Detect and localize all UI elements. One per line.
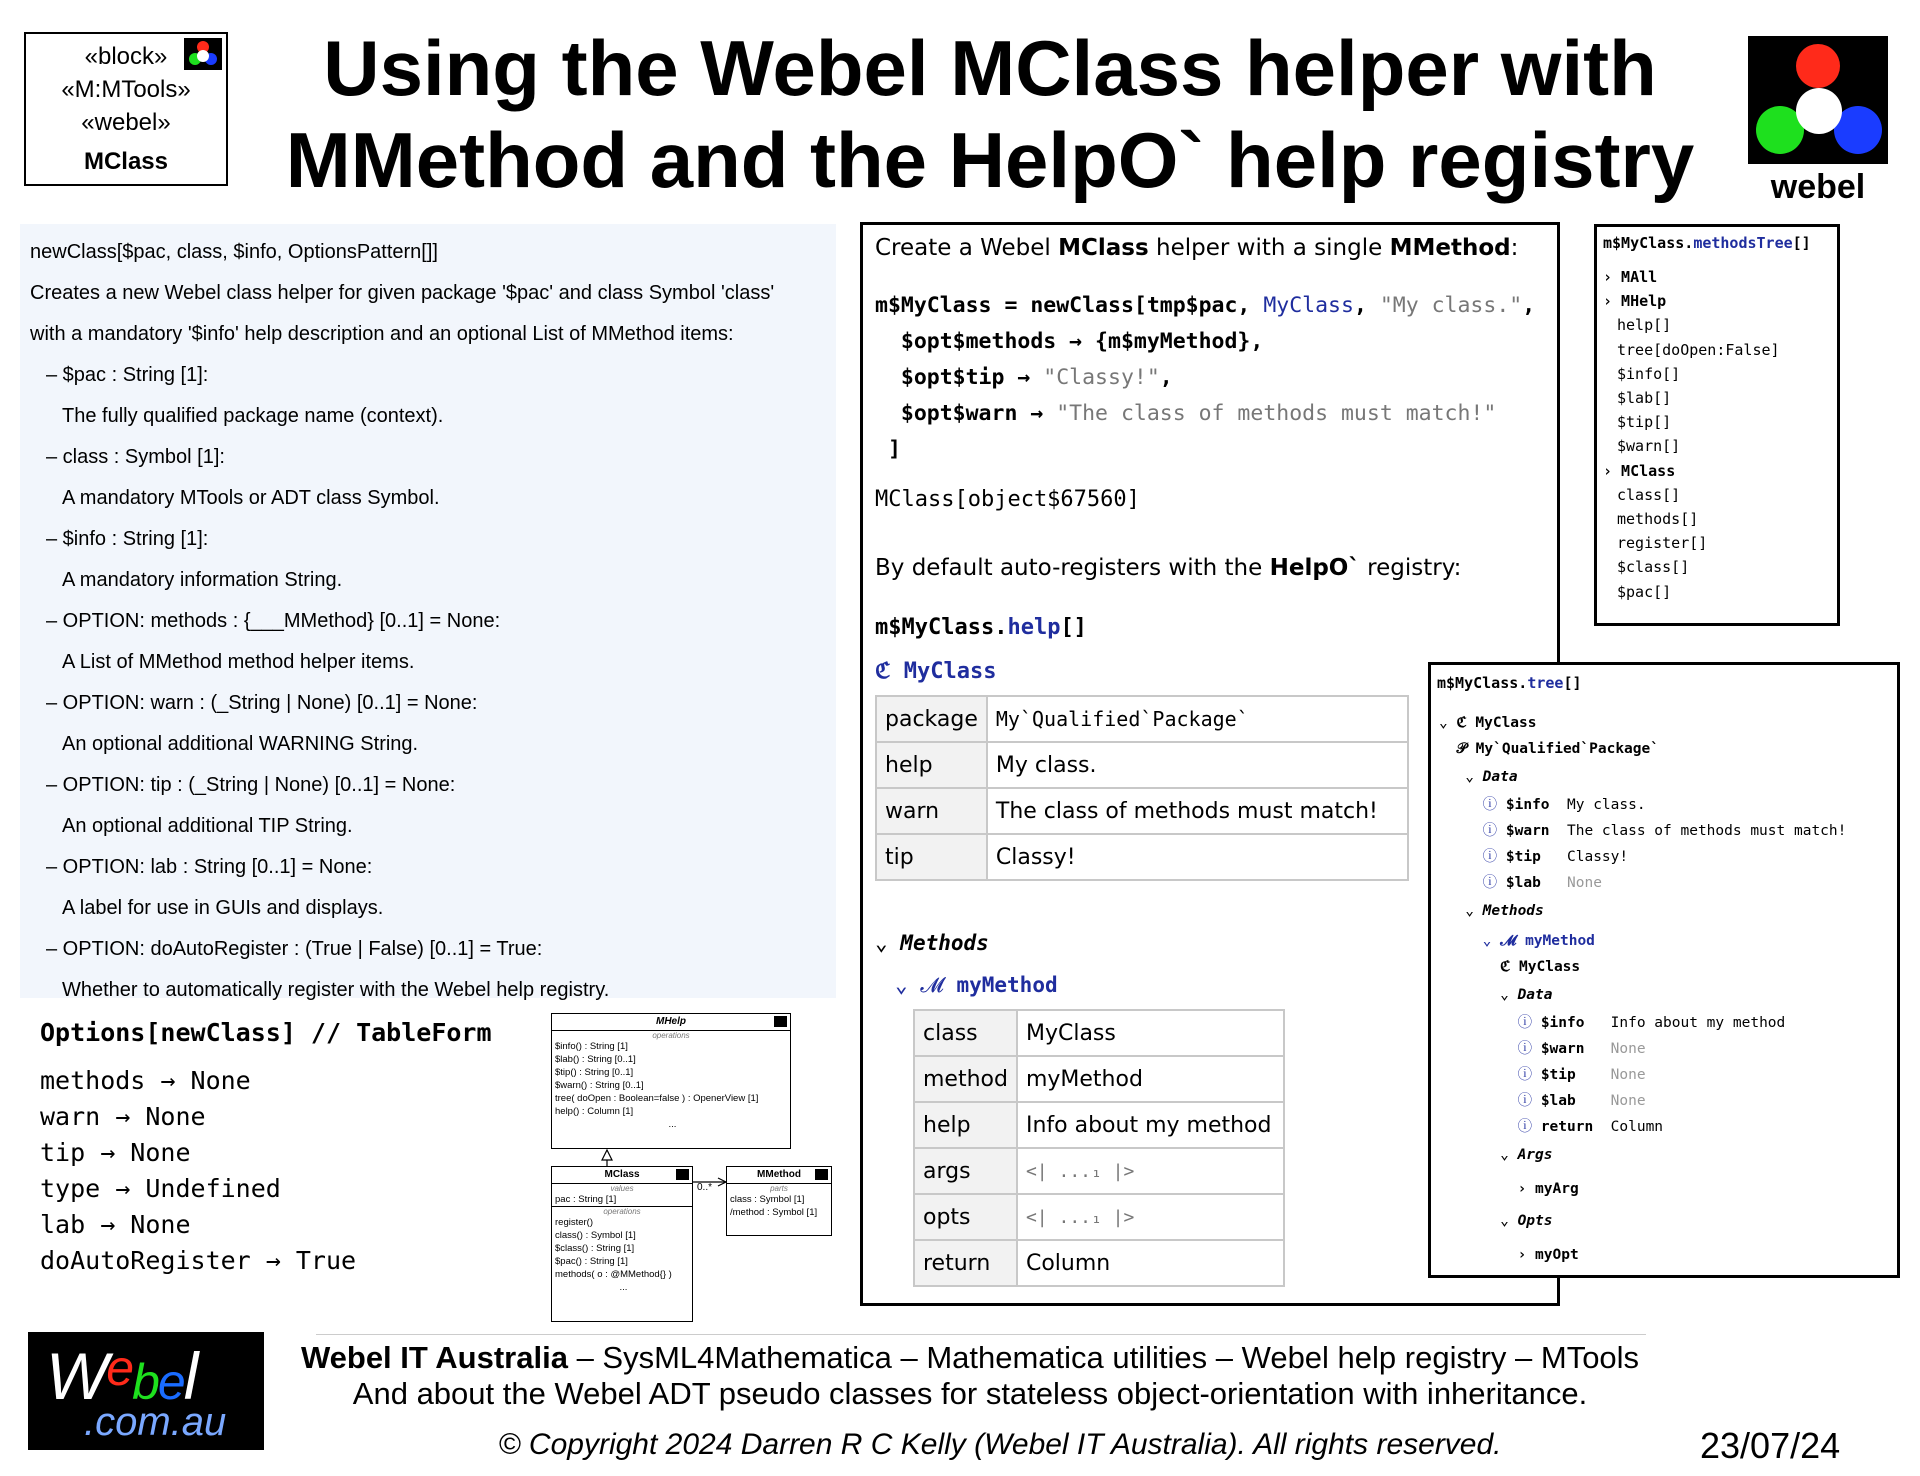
doc-param: – $pac : String [1]: <box>46 364 209 386</box>
options-table <box>40 1018 492 1279</box>
tree-info-item: ⓘ $lab None <box>1439 1093 1646 1109</box>
uml-operation: tree( doOpen : Boolean=false ) : OpenerView [1] <box>555 1093 759 1104</box>
uml-operation: $info() : String [1] <box>555 1041 628 1052</box>
uml-operation: $warn() : String [0..1] <box>555 1080 644 1091</box>
code-line: $opt$methods → {m$myMethod}, <box>875 329 1264 354</box>
tree-node[interactable]: ⌄ Data <box>1439 987 1553 1003</box>
method-icon: 𝓜 <box>920 973 957 997</box>
tree-method-item[interactable]: $warn[] <box>1617 437 1681 456</box>
tree-info-item: ⓘ $warn The class of methods must match! <box>1439 823 1847 839</box>
class-tree-call: m$MyClass.tree[] <box>1437 674 1582 692</box>
doc-param-desc: A mandatory information String. <box>62 569 343 591</box>
table-row: opts <| ...₁ |> <box>914 1194 1284 1240</box>
doc-line: with a mandatory '$info' help description and an optional List of MMethod items: <box>30 323 734 345</box>
table-row: args <| ...₁ |> <box>914 1148 1284 1194</box>
tree-group[interactable]: › MHelp <box>1603 292 1667 311</box>
webel-com-au-logo: $W^ebel$ .com.au <box>28 1332 264 1450</box>
tree-info-item: ⓘ $info My class. <box>1439 797 1646 813</box>
doc-param-desc: Whether to automatically register with the Webel help registry. <box>62 979 610 1001</box>
option-row: methods → None <box>40 1066 251 1095</box>
methods-toggle[interactable]: ⌄ Methods <box>875 931 989 955</box>
table-row: help My class. <box>876 742 1408 788</box>
tree-info-item: ⓘ $tip None <box>1439 1067 1646 1083</box>
option-row: doAutoRegister → True <box>40 1246 357 1275</box>
table-row: class MyClass <box>914 1010 1284 1056</box>
tree-method-item[interactable]: methods[] <box>1617 510 1699 528</box>
usage-doc-panel <box>20 224 836 1001</box>
tree-node[interactable]: ⌄ Args <box>1439 1147 1553 1163</box>
webel-rgb-icon <box>815 1169 828 1180</box>
stereotype-block: «block» <box>84 43 168 70</box>
uml-mclass-block <box>551 1166 693 1322</box>
page-title <box>240 22 1740 206</box>
option-row: lab → None <box>40 1210 191 1239</box>
uml-part: class : Symbol [1] <box>730 1194 805 1205</box>
table-row: help Info about my method <box>914 1102 1284 1148</box>
copyright-notice: © Copyright 2024 Darren R C Kelly (Webel IT Australia). All rights reserved. <box>498 1428 1502 1461</box>
tree-method-item[interactable]: $lab[] <box>1617 389 1672 407</box>
doc-param: – OPTION: lab : String [0..1] = None: <box>46 856 373 878</box>
code-line: ] <box>875 437 901 462</box>
tree-node[interactable]: 𝒫 My`Qualified`Package` <box>1439 741 1659 757</box>
tree-node[interactable]: ⌄ ℭ MyClass <box>1439 715 1537 731</box>
uml-section-label: operations <box>603 1207 641 1216</box>
tree-method-item[interactable]: $class[] <box>1617 558 1690 577</box>
doc-param: – class : Symbol [1]: <box>46 446 225 468</box>
class-icon: ℭ <box>875 659 904 684</box>
stereotype-mtools: «M:MTools» <box>61 76 191 103</box>
class-tree-panel <box>1428 662 1900 1278</box>
tree-method-item[interactable]: $info[] <box>1617 364 1681 383</box>
doc-param: – OPTION: warn : (_String | None) [0..1] = None: <box>46 692 478 714</box>
method-help-table <box>913 1009 1285 1287</box>
doc-param-desc: A label for use in GUIs and displays. <box>62 897 384 919</box>
methods-tree-call: m$MyClass.methodsTree[] <box>1603 234 1811 252</box>
date-label: 23/07/24 <box>1700 1425 1841 1466</box>
tree-node[interactable]: ⌄ Data <box>1439 769 1518 785</box>
table-row: tip Classy! <box>876 834 1408 880</box>
doc-line: Creates a new Webel class helper for given package '$pac' and class Symbol 'class' <box>30 282 775 304</box>
uml-ellipsis: ... <box>619 1282 628 1293</box>
option-row: tip → None <box>40 1138 191 1167</box>
footer-tagline: Webel IT Australia – SysML4Mathematica – Mathematica utilities – Webel help registry – MTools <box>300 1340 1640 1375</box>
table-row: method myMethod <box>914 1056 1284 1102</box>
uml-block-name: MClass <box>552 1167 692 1184</box>
tree-node[interactable]: › myOpt <box>1439 1247 1579 1263</box>
tree-method-item[interactable]: $pac[] <box>1617 582 1672 601</box>
uml-part: /method : Symbol [1] <box>730 1207 818 1218</box>
footer-divider <box>316 1334 1646 1335</box>
table-row: warn The class of methods must match! <box>876 788 1408 834</box>
uml-operation: help() : Column [1] <box>555 1106 634 1117</box>
doc-param: – OPTION: tip : (_String | None) [0..1] = None: <box>46 774 456 796</box>
uml-section-label: parts <box>770 1184 788 1193</box>
uml-operation: $lab() : String [0..1] <box>555 1054 636 1065</box>
doc-param-desc: The fully qualified package name (context). <box>62 405 444 427</box>
uml-operation: $pac() : String [1] <box>555 1256 628 1267</box>
tree-info-item: ⓘ $lab None <box>1439 875 1602 891</box>
method-toggle[interactable]: ⌄ 𝓜 myMethod <box>895 973 1058 997</box>
code-output: MClass[object$67560] <box>875 487 1140 512</box>
uml-operation: $class() : String [1] <box>555 1243 635 1254</box>
title-line-2: MMethod and the HelpO` help registry <box>285 116 1695 204</box>
tree-method-item[interactable]: help[] <box>1617 316 1672 335</box>
intro-text: Create a Webel MClass helper with a single MMethod: <box>875 235 1519 261</box>
webel-rgb-icon <box>676 1169 689 1180</box>
help-call-input[interactable]: m$MyClass.help[] <box>875 615 1087 640</box>
uml-section-label: operations <box>652 1031 690 1040</box>
tree-node[interactable]: ⌄ 𝓜 myMethod <box>1439 933 1595 949</box>
class-help-table <box>875 695 1409 881</box>
option-row: warn → None <box>40 1102 206 1131</box>
uml-block-name: MMethod <box>727 1167 831 1184</box>
class-header: ℭ MyClass <box>875 659 997 684</box>
webel-logo-icon <box>1748 36 1888 164</box>
uml-operation: $tip() : String [0..1] <box>555 1067 634 1078</box>
table-row: package My`Qualified`Package` <box>876 696 1408 742</box>
tree-method-item[interactable]: register[] <box>1617 534 1708 553</box>
tree-method-item[interactable]: class[] <box>1617 485 1681 504</box>
options-heading: Options[newClass] // TableForm <box>40 1018 492 1047</box>
doc-param-desc: A mandatory MTools or ADT class Symbol. <box>62 487 440 509</box>
tree-method-item[interactable]: tree[doOpen:False] <box>1617 340 1780 359</box>
uml-multiplicity: 0..* <box>697 1182 713 1193</box>
tree-info-item: ⓘ $info Info about my method <box>1439 1015 1786 1031</box>
methods-tree-panel <box>1594 224 1840 626</box>
tree-group[interactable]: › MClass <box>1603 461 1676 480</box>
webel-rgb-icon <box>774 1016 787 1027</box>
uml-ellipsis: ... <box>668 1119 677 1130</box>
uml-operation: class() : Symbol [1] <box>555 1230 636 1241</box>
tree-node[interactable]: › myArg <box>1439 1181 1579 1197</box>
doc-param: – $info : String [1]: <box>46 528 209 550</box>
doc-param: – OPTION: methods : {___MMethod} [0..1] = None: <box>46 610 501 632</box>
uml-value: pac : String [1] <box>555 1194 617 1205</box>
doc-param-desc: An optional additional WARNING String. <box>62 733 419 755</box>
title-line-1: Using the Webel MClass helper with <box>323 24 1657 112</box>
tree-info-item: ⓘ return Column <box>1439 1119 1664 1135</box>
tree-info-item: ⓘ $tip Classy! <box>1439 849 1629 865</box>
tree-method-item[interactable]: $tip[] <box>1617 413 1672 432</box>
footer-subtagline: And about the Webel ADT pseudo classes for stateless object-orientation with inheritance. <box>352 1376 1588 1411</box>
doc-signature: newClass[$pac, class, $info, OptionsPattern[]] <box>30 241 438 263</box>
stereotype-webel: «webel» <box>81 109 171 136</box>
chevron-down-icon: ⌄ <box>895 973 921 997</box>
tree-info-item: ⓘ $warn None <box>1439 1041 1646 1057</box>
chevron-down-icon: ⌄ <box>875 931 901 955</box>
doc-param: – OPTION: doAutoRegister : (True | False) [0..1] = True: <box>46 938 543 960</box>
uml-section-label: values <box>610 1184 634 1193</box>
uml-mmethod-block <box>726 1166 832 1236</box>
webel-logo-label: webel <box>1770 168 1866 206</box>
option-row: type → Undefined <box>40 1174 281 1203</box>
uml-operation: methods( o : @MMethod{} ) <box>555 1269 672 1280</box>
stereotype-box <box>24 32 228 186</box>
code-line: $opt$warn → "The class of methods must match!" <box>875 401 1497 426</box>
auto-register-text: By default auto-registers with the HelpO` registry: <box>875 555 1462 581</box>
tree-node[interactable]: ⌄ Methods <box>1439 903 1544 919</box>
webel-rgb-icon <box>184 38 222 70</box>
doc-param-desc: An optional additional TIP String. <box>62 815 353 837</box>
class-name: MClass <box>83 148 169 175</box>
code-input[interactable]: m$MyClass = newClass[tmp$pac, MyClass, "My class.", <box>875 293 1536 318</box>
uml-operation: register() <box>555 1217 594 1228</box>
tree-group[interactable]: › MAll <box>1603 268 1658 286</box>
code-line: $opt$tip → "Classy!", <box>875 365 1173 390</box>
uml-block-name: MHelp <box>552 1014 790 1031</box>
uml-mhelp-block <box>551 1013 791 1149</box>
table-row: return Column <box>914 1240 1284 1286</box>
tree-node[interactable]: ℭ MyClass <box>1439 959 1581 975</box>
doc-param-desc: A List of MMethod method helper items. <box>62 651 415 673</box>
tree-node[interactable]: ⌄ Opts <box>1439 1213 1553 1229</box>
